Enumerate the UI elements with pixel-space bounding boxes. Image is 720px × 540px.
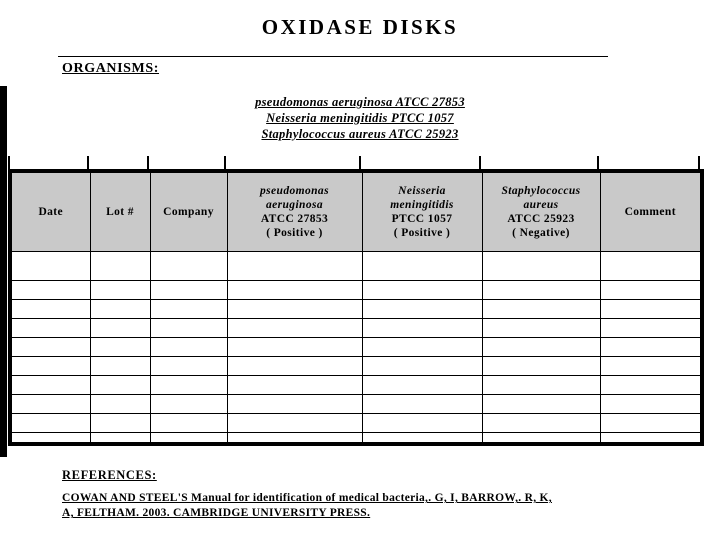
table-cell-empty xyxy=(482,413,600,432)
column-header-pseudomonas xyxy=(227,171,362,251)
table-cell-empty xyxy=(90,318,150,337)
table-cell-empty xyxy=(362,356,482,375)
header-rule xyxy=(58,56,608,57)
table-cell-empty xyxy=(362,413,482,432)
table-cell-empty xyxy=(10,356,90,375)
table-cell-empty xyxy=(482,394,600,413)
table-row xyxy=(10,413,702,432)
table-cell-empty xyxy=(362,318,482,337)
organism-name: pseudomonas aeruginosa xyxy=(260,184,329,211)
reference-line: COWAN AND STEEL'S Manual for identification of medical bacteria,. G, I, BARROW,. R, K, xyxy=(62,492,552,504)
table-cell-empty xyxy=(90,337,150,356)
table-cell-empty xyxy=(10,413,90,432)
organism-result: ( Positive ) xyxy=(393,226,451,239)
organism-code: PTCC 1057 xyxy=(391,212,453,225)
column-tick xyxy=(698,156,700,169)
table-row xyxy=(10,356,702,375)
column-tick xyxy=(479,156,481,169)
table-cell-empty xyxy=(10,394,90,413)
table-cell-empty xyxy=(600,375,702,394)
organism-line: Staphylococcus aureus ATCC 25923 xyxy=(261,127,459,141)
column-tick xyxy=(224,156,226,169)
table-cell-empty xyxy=(362,299,482,318)
left-edge-bar xyxy=(0,86,7,457)
column-header-lot: Lot # xyxy=(90,171,150,251)
column-header-date: Date xyxy=(10,171,90,251)
table-cell-empty xyxy=(482,375,600,394)
table-cell-empty xyxy=(227,356,362,375)
references-heading: REFERENCES: xyxy=(62,468,157,482)
table-cell-empty xyxy=(482,432,600,444)
column-header-neisseria xyxy=(362,171,482,251)
header-row xyxy=(10,171,702,251)
organism-name: Neisseria meningitidis xyxy=(390,184,454,211)
table-cell-empty xyxy=(150,280,227,299)
table-cell-empty xyxy=(227,413,362,432)
table-cell-empty xyxy=(227,318,362,337)
table-cell-empty xyxy=(90,299,150,318)
table-cell-empty xyxy=(90,432,150,444)
table-row xyxy=(10,432,702,444)
table-cell-empty xyxy=(600,413,702,432)
table-cell-empty xyxy=(600,299,702,318)
column-tick xyxy=(147,156,149,169)
column-header-comment: Comment xyxy=(600,171,702,251)
table-cell-empty xyxy=(150,299,227,318)
table-row xyxy=(10,318,702,337)
table-cell-empty xyxy=(10,280,90,299)
organism-name: Staphylococcus aureus xyxy=(501,184,581,211)
organism-code: ATCC 25923 xyxy=(507,212,575,225)
table-cell-empty xyxy=(482,337,600,356)
organisms-list xyxy=(0,94,720,142)
column-header-company: Company xyxy=(150,171,227,251)
table-cell-empty xyxy=(482,299,600,318)
table-cell-empty xyxy=(10,299,90,318)
table-row xyxy=(10,280,702,299)
table-cell-empty xyxy=(482,280,600,299)
table-cell-empty xyxy=(150,432,227,444)
page-title: OXIDASE DISKS xyxy=(261,15,459,39)
table-cell-empty xyxy=(362,337,482,356)
table-row xyxy=(10,394,702,413)
table-cell-empty xyxy=(227,251,362,280)
table-row xyxy=(10,337,702,356)
table-cell-empty xyxy=(227,432,362,444)
organism-result: ( Negative) xyxy=(512,226,570,239)
table-cell-empty xyxy=(362,251,482,280)
organisms-heading: ORGANISMS: xyxy=(62,61,160,76)
table-cell-empty xyxy=(10,432,90,444)
table-cell-empty xyxy=(90,251,150,280)
qc-table-body xyxy=(10,251,702,444)
table-cell-empty xyxy=(10,337,90,356)
qc-table xyxy=(8,169,704,446)
table-cell-empty xyxy=(90,413,150,432)
table-cell-empty xyxy=(482,318,600,337)
table-cell-empty xyxy=(600,394,702,413)
column-tick xyxy=(87,156,89,169)
table-cell-empty xyxy=(227,337,362,356)
table-cell-empty xyxy=(150,375,227,394)
column-ticks xyxy=(8,156,700,169)
table-cell-empty xyxy=(600,318,702,337)
table-cell-empty xyxy=(10,318,90,337)
references-body xyxy=(62,491,682,521)
table-cell-empty xyxy=(150,394,227,413)
table-cell-empty xyxy=(362,394,482,413)
table-cell-empty xyxy=(90,375,150,394)
table-cell-empty xyxy=(600,251,702,280)
table-cell-empty xyxy=(150,251,227,280)
table-cell-empty xyxy=(90,356,150,375)
column-header-staphylococcus xyxy=(482,171,600,251)
reference-line: A, FELTHAM. 2003. CAMBRIDGE UNIVERSITY PRESS. xyxy=(62,507,371,519)
table-cell-empty xyxy=(150,318,227,337)
organism-result: ( Positive ) xyxy=(266,226,323,239)
qc-table-header xyxy=(10,171,702,251)
table-cell-empty xyxy=(362,375,482,394)
table-cell-empty xyxy=(600,356,702,375)
table-row xyxy=(10,299,702,318)
table-cell-empty xyxy=(600,337,702,356)
table-cell-empty xyxy=(227,299,362,318)
table-cell-empty xyxy=(90,280,150,299)
table-cell-empty xyxy=(10,251,90,280)
table-cell-empty xyxy=(600,280,702,299)
table-cell-empty xyxy=(482,251,600,280)
table-cell-empty xyxy=(90,394,150,413)
organism-code: ATCC 27853 xyxy=(260,212,329,225)
table-cell-empty xyxy=(600,432,702,444)
table-cell-empty xyxy=(150,356,227,375)
table-cell-empty xyxy=(227,394,362,413)
table-cell-empty xyxy=(482,356,600,375)
table-cell-empty xyxy=(227,375,362,394)
table-cell-empty xyxy=(227,280,362,299)
organism-line: Neisseria meningitidis PTCC 1057 xyxy=(266,111,454,125)
table-row xyxy=(10,375,702,394)
table-row xyxy=(10,251,702,280)
table-cell-empty xyxy=(150,413,227,432)
table-cell-empty xyxy=(150,337,227,356)
column-tick xyxy=(597,156,599,169)
table-cell-empty xyxy=(10,375,90,394)
table-cell-empty xyxy=(362,280,482,299)
table-cell-empty xyxy=(362,432,482,444)
column-tick xyxy=(359,156,361,169)
organism-line: pseudomonas aeruginosa ATCC 27853 xyxy=(255,95,465,109)
column-tick xyxy=(8,156,10,169)
